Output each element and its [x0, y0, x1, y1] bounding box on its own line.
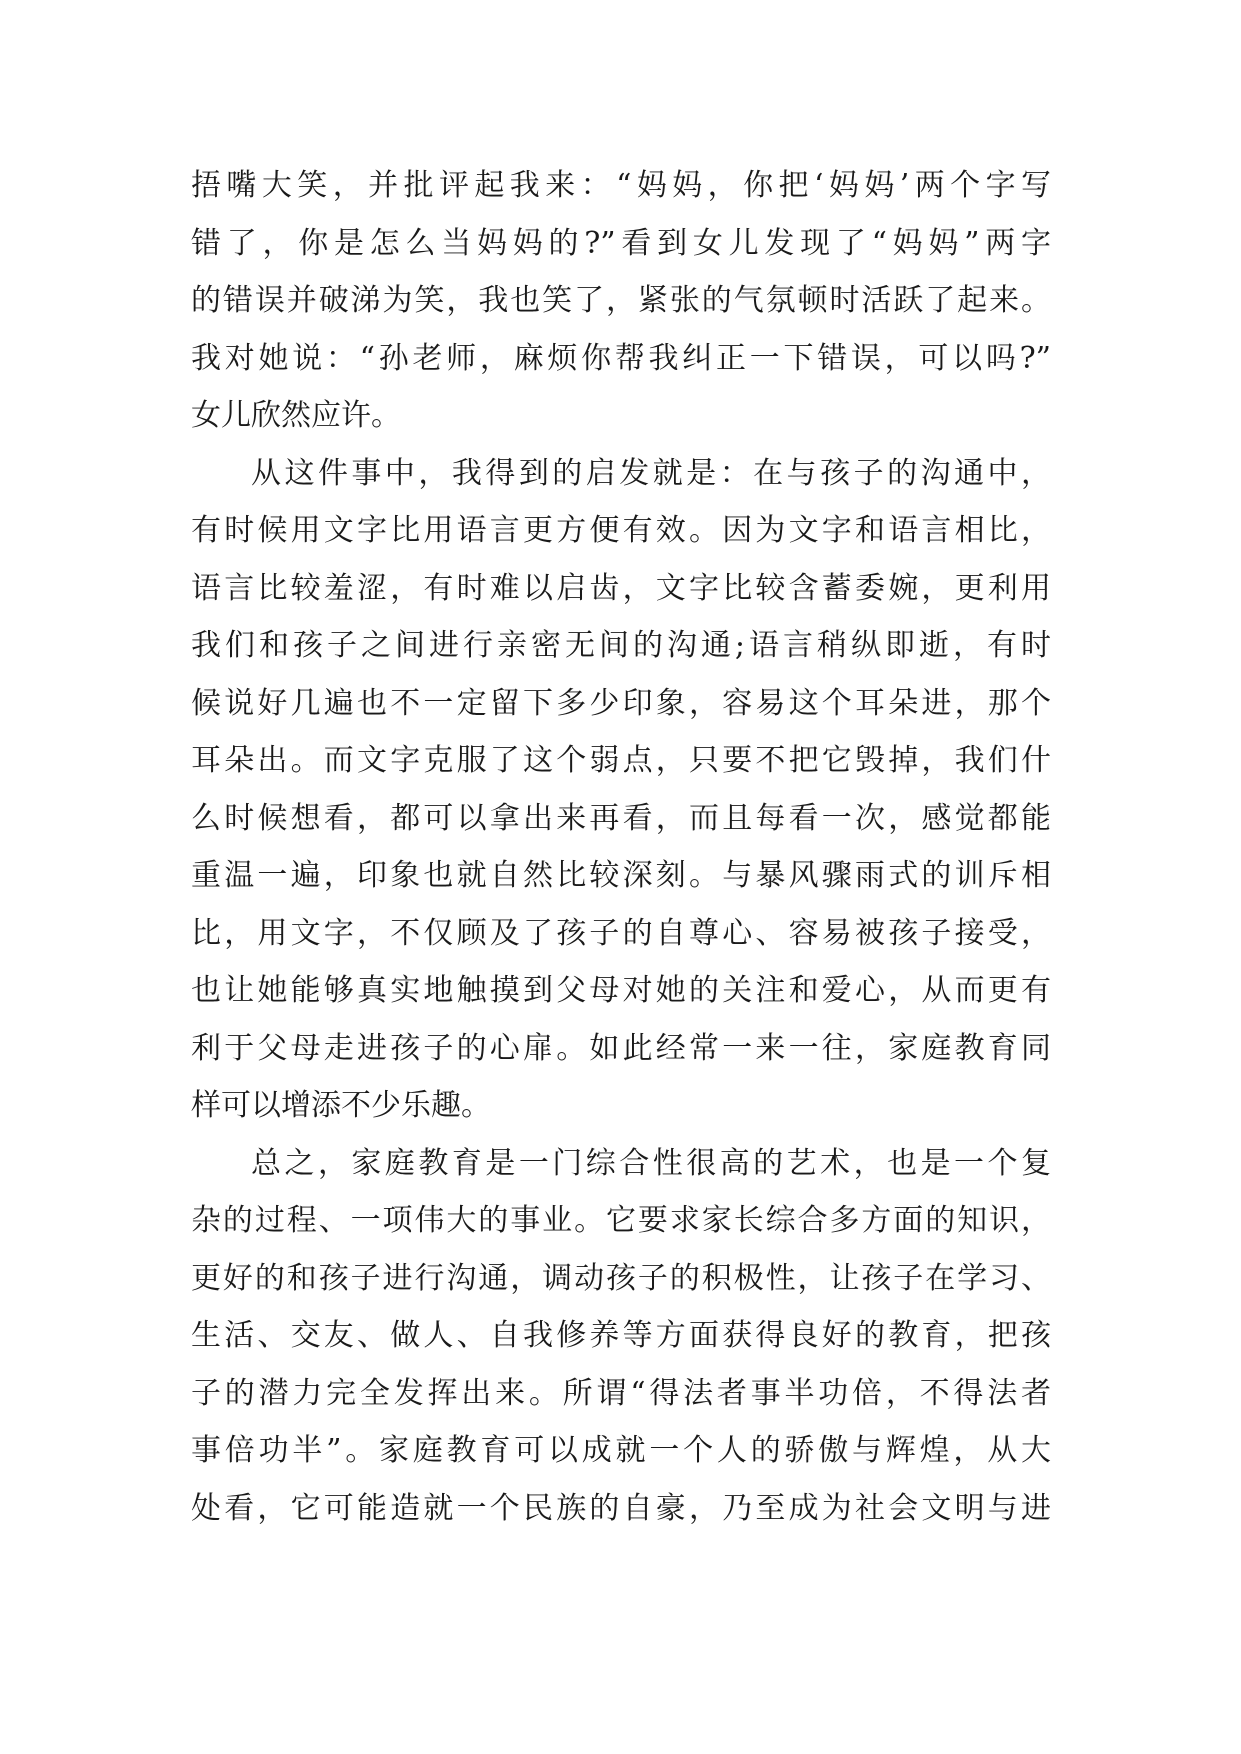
text-line: 语言比较羞涩，有时难以启齿，文字比较含蓄委婉，更利用 [191, 570, 1051, 606]
text-line: 更好的和孩子进行沟通，调动孩子的积极性，让孩子在学习、 [191, 1260, 1051, 1296]
text-line: 耳朵出。而文字克服了这个弱点，只要不把它毁掉，我们什 [191, 743, 1051, 778]
text-line: 么时候想看，都可以拿出来再看，而且每看一次，感觉都能 [191, 800, 1051, 836]
text-line: 候说好几遍也不一定留下多少印象，容易这个耳朵进，那个 [191, 685, 1051, 721]
text-line: 也让她能够真实地触摸到父母对她的关注和爱心，从而更有 [191, 973, 1051, 1008]
text-line: 处看，它可能造就一个民族的自豪，乃至成为社会文明与进 [191, 1490, 1051, 1526]
text-line: 总之，家庭教育是一门综合性很高的艺术，也是一个复 [251, 1145, 1051, 1181]
paragraph-3 [191, 1135, 1051, 1538]
text-line: 我对她说：“孙老师，麻烦你帮我纠正一下错误，可以吗?” [191, 340, 1051, 376]
text-line: 捂嘴大笑，并批评起我来：“妈妈，你把‘妈妈’两个字写 [191, 168, 1051, 203]
text-line: 利于父母走进孩子的心扉。如此经常一来一往，家庭教育同 [191, 1030, 1051, 1066]
text-line: 的错误并破涕为笑，我也笑了，紧张的气氛顿时活跃了起来。 [191, 283, 1051, 318]
text-line: 比，用文字，不仅顾及了孩子的自尊心、容易被孩子接受， [191, 915, 1051, 951]
text-line: 有时候用文字比用语言更方便有效。因为文字和语言相比， [191, 513, 1051, 548]
text-line: 事倍功半”。家庭教育可以成就一个人的骄傲与辉煌，从大 [191, 1433, 1051, 1468]
text-line: 样可以增添不少乐趣。 [191, 1088, 491, 1123]
text-line: 子的潜力完全发挥出来。所谓“得法者事半功倍，不得法者 [191, 1375, 1051, 1411]
paragraph-2 [191, 445, 1051, 1135]
text-line: 重温一遍，印象也就自然比较深刻。与暴风骤雨式的训斥相 [191, 858, 1051, 893]
document-body [191, 157, 1051, 1537]
paragraph-1 [191, 157, 1051, 445]
text-line: 生活、交友、做人、自我修养等方面获得良好的教育，把孩 [191, 1318, 1051, 1353]
text-line: 错了，你是怎么当妈妈的?”看到女儿发现了“妈妈”两字 [191, 225, 1051, 261]
text-line: 从这件事中，我得到的启发就是：在与孩子的沟通中， [251, 455, 1051, 491]
text-line: 我们和孩子之间进行亲密无间的沟通;语言稍纵即逝，有时 [191, 628, 1051, 663]
text-line: 杂的过程、一项伟大的事业。它要求家长综合多方面的知识， [191, 1203, 1051, 1238]
text-line: 女儿欣然应许。 [191, 398, 401, 433]
